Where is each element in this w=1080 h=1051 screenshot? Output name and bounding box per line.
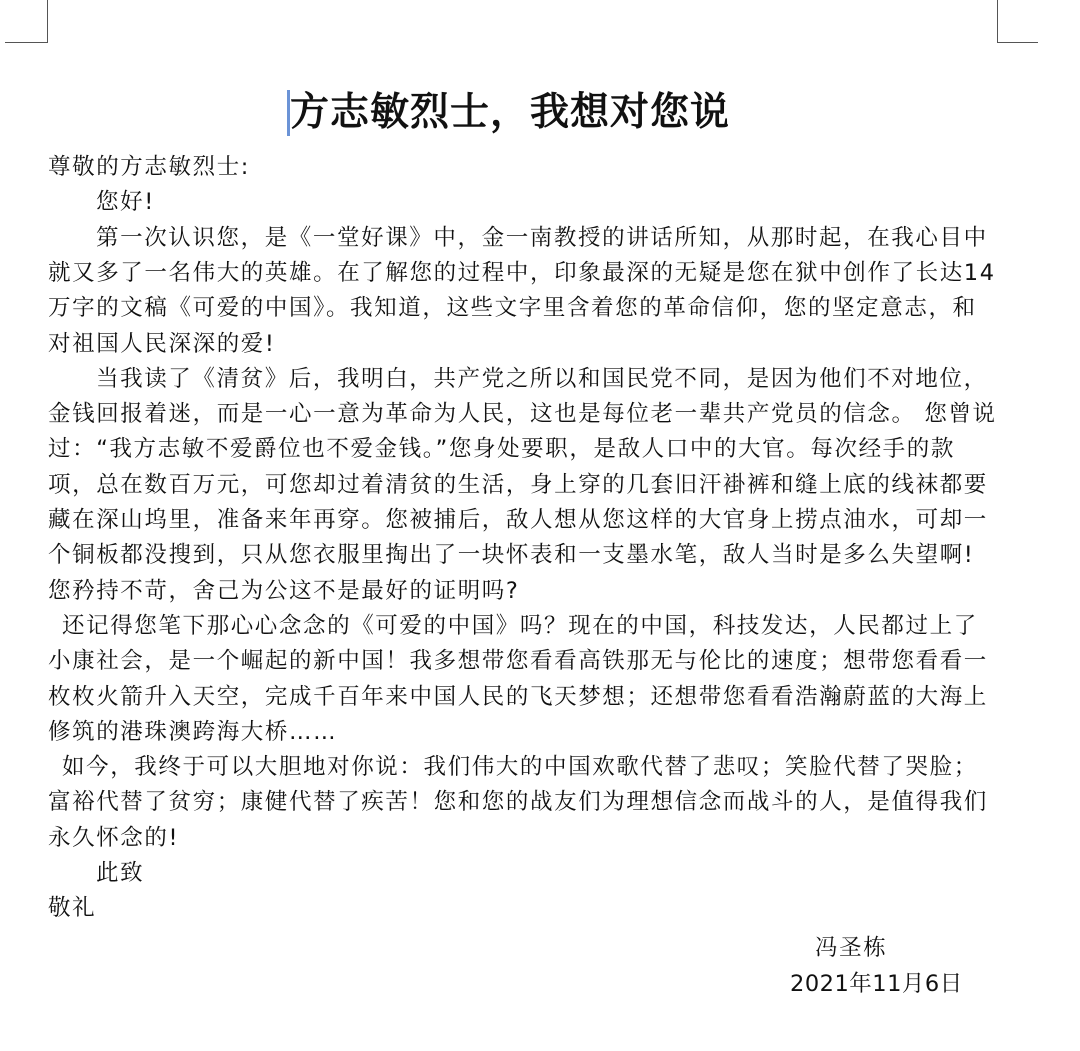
document-line: 尊敬的方志敏烈士: — [48, 154, 250, 180]
document-line: 修筑的港珠澳跨海大桥…… — [48, 718, 338, 745]
document-line: 项，总在数百万元，可您却过着清贫的生活，身上穿的几套旧汗褂裤和缝上底的线袜都要 — [48, 471, 988, 498]
document-line: 枚枚火箭升入天空，完成千百年来中国人民的飞天梦想；还想带您看看浩瀚蔚蓝的大海上 — [48, 683, 988, 710]
date: 2021年11月6日 — [790, 971, 963, 997]
document-line: 如今，我终于可以大胆地对你说：我们伟大的中国欢歌代替了悲叹；笑脸代替了哭脸； — [62, 754, 978, 781]
document-line: 当我读了《清贫》后，我明白，共产党之所以和国民党不同，是因为他们不对地位， — [96, 365, 988, 392]
document-line: 就又多了一名伟大的英雄。在了解您的过程中，印象最深的无疑是您在狱中创作了长达14 — [48, 259, 996, 286]
crop-mark-top-left-vertical — [47, 0, 48, 42]
crop-mark-top-left-horizontal — [5, 42, 48, 43]
document-line: 永久怀念的! — [48, 824, 180, 851]
document-title[interactable]: 方志敏烈士，我想对您说 — [290, 90, 731, 135]
document-line: 对祖国人民深深的爱! — [48, 330, 276, 357]
document-line: 藏在深山坞里，准备来年再穿。您被捕后，敌人想从您这样的大官身上捞点油水，可却一 — [48, 507, 988, 533]
document-line: 敬礼 — [48, 895, 97, 922]
document-line: 此致 — [96, 860, 145, 886]
document-line: 小康社会，是一个崛起的新中国！我多想带您看看高铁那无与伦比的速度；想带您看看一 — [48, 648, 988, 675]
document-line: 第一次认识您，是《一堂好课》中，金一南教授的讲话所知，从那时起，在我心目中 — [96, 224, 988, 251]
signature: 冯圣栋 — [815, 935, 888, 961]
document-line: 您好! — [96, 189, 155, 216]
document-line: 过：“我方志敏不爱爵位也不爱金钱。”您身处要职，是敌人口中的大官。每次经手的款 — [48, 436, 955, 463]
document-line: 还记得您笔下那心心念念的《可爱的中国》吗？现在的中国，科技发达，人民都过上了 — [62, 612, 978, 639]
document-line: 万字的文稿《可爱的中国》。我知道，这些文字里含着您的革命信仰，您的坚定意志，和 — [48, 295, 977, 322]
crop-mark-top-right-horizontal — [997, 42, 1038, 43]
document-line: 富裕代替了贫穷；康健代替了疾苦！您和您的战友们为理想信念而战斗的人，是值得我们 — [48, 789, 988, 816]
document-line: 个铜板都没搜到，只从您衣服里掏出了一块怀表和一支墨水笔，敌人当时是多么失望啊! — [48, 542, 975, 569]
document-line: 您矜持不苛，舍己为公这不是最好的证明吗? — [48, 577, 520, 604]
document-line: 金钱回报着迷，而是一心一意为革命为人民，这也是每位老一辈共产党员的信念。 您曾说 — [48, 401, 997, 428]
crop-mark-top-right-vertical — [997, 0, 998, 42]
